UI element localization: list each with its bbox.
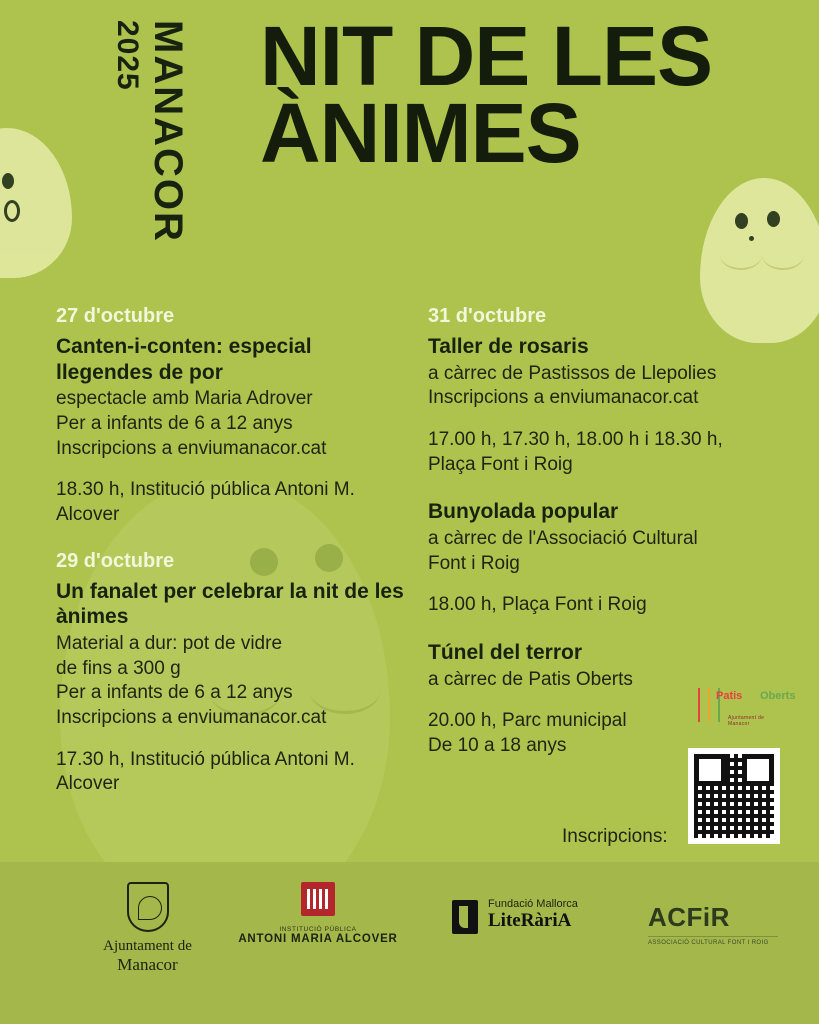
shield-icon [127, 882, 169, 932]
qr-code[interactable] [688, 748, 780, 844]
event-title: Canten-i-conten: especial llegendes de por [56, 335, 312, 384]
logo-institucio-alcover [228, 882, 408, 945]
logo-line-2: ANTONI MARIA ALCOVER [238, 933, 398, 945]
event-detail: espectacle amb Maria Adrover [56, 388, 313, 410]
logo-line-1: INSTITUCIÓ PÚBLICA [279, 926, 357, 933]
j-mark-icon [452, 900, 478, 934]
logo-line-2: LiteRàriA [488, 910, 572, 931]
ghost-left-icon [0, 128, 72, 278]
logo-ajuntament-manacor [60, 882, 235, 975]
poster-city: MANACOR [146, 20, 190, 243]
inscriptions-label: Inscripcions: [562, 826, 668, 847]
patis-word-1: Patis [716, 690, 743, 702]
event-block [428, 499, 768, 618]
ghost-mouth [4, 200, 20, 222]
patis-subtitle: Ajuntament de Manacor [728, 715, 765, 727]
event-title: Túnel del terror [428, 641, 583, 665]
book-icon [301, 882, 335, 916]
event-time-place: 20.00 h, Parc municipal [428, 710, 627, 732]
logo-fundacio-mallorca-literaria [452, 898, 642, 932]
event-detail: Material a dur: pot de vidre [56, 632, 283, 654]
ghost-eye [2, 173, 14, 189]
spacer [56, 731, 406, 748]
event-time-place: 18.30 h, Institució pública Antoni M. Alcover [56, 479, 355, 525]
event-block [56, 305, 406, 528]
ghost-eye [735, 213, 748, 229]
spacer [56, 461, 406, 478]
logo-line-2: Manacor [117, 955, 178, 974]
event-time-place: 17.30 h, Institució pública Antoni M. Alcover [56, 748, 355, 795]
title-line-2: ÀNIMES [260, 86, 581, 181]
event-detail: a càrrec de Pastissos de Llepolies [428, 362, 717, 384]
patis-word-2: Oberts [760, 690, 796, 702]
event-detail: Per a infants de 6 a 12 anys [56, 682, 293, 704]
event-detail: Inscripcions a enviumanacor.cat [56, 437, 327, 459]
program-column-left [56, 305, 406, 819]
qr-code-pattern [694, 754, 774, 838]
event-time-place: 18.00 h, Plaça Font i Roig [428, 594, 647, 616]
event-age-range: De 10 a 18 anys [428, 735, 567, 757]
ghost-eye [767, 211, 780, 227]
patis-oberts-logo [698, 686, 796, 732]
event-detail: de fins a 300 g [56, 657, 181, 679]
event-detail: Inscripcions a enviumanacor.cat [56, 706, 327, 728]
logo-line-1: ACFiR [648, 902, 730, 932]
event-date: 31 d'octubre [428, 305, 547, 327]
event-date: 29 d'octubre [56, 549, 175, 572]
logo-line-1: Fundació Mallorca [488, 898, 578, 910]
logo-acfir [648, 902, 778, 946]
footer-logos-bar [0, 862, 819, 1024]
page-title [260, 9, 800, 181]
poster-year: 2025 [111, 20, 144, 91]
event-title: Bunyolada popular [428, 500, 619, 524]
logo-line-1: Ajuntament de [103, 938, 192, 954]
event-date: 27 d'octubre [56, 305, 175, 327]
event-detail: Font i Roig [428, 552, 520, 574]
spacer [428, 411, 768, 428]
event-title: Taller de rosaris [428, 335, 589, 358]
title-line-1: NIT DE LES [260, 9, 713, 103]
ghost-cheek [720, 240, 762, 270]
logo-line-2: ASSOCIACIÓ CULTURAL FONT I ROIG [648, 936, 778, 946]
event-block [428, 334, 768, 477]
event-detail: Per a infants de 6 a 12 anys [56, 412, 293, 434]
event-detail: a càrrec de Patis Oberts [428, 668, 633, 690]
event-block [56, 550, 406, 797]
event-title: Un fanalet per celebrar la nit de les ànimes [56, 579, 404, 629]
ghost-cheek [762, 240, 804, 270]
event-detail: a càrrec de l'Associació Cultural [428, 527, 698, 549]
event-detail: Inscripcions a enviumanacor.cat [428, 387, 699, 409]
event-time-place: 17.00 h, 17.30 h, 18.00 h i 18.30 h, Plaça Font i Roig [428, 428, 723, 475]
spacer [428, 576, 768, 593]
